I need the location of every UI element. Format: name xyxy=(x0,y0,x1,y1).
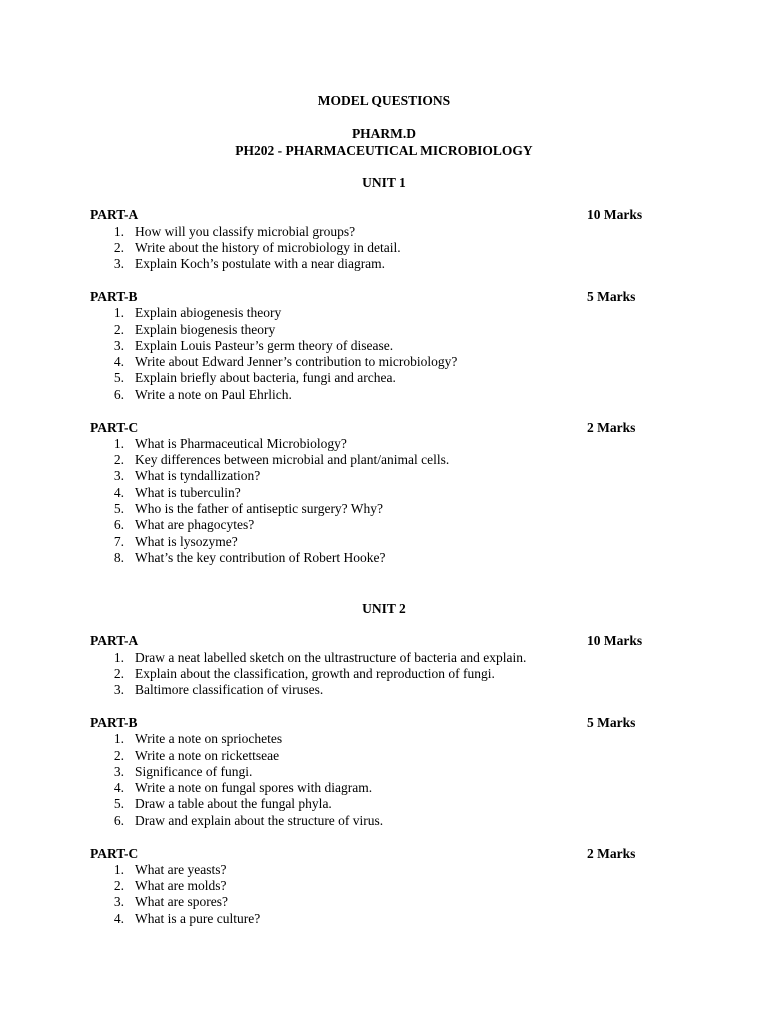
question-item xyxy=(90,534,650,550)
part-title: PART-C xyxy=(90,845,139,861)
part-title: PART-C xyxy=(90,419,139,435)
part-section xyxy=(90,420,650,567)
question-text: What are molds? xyxy=(135,878,227,894)
question-item xyxy=(90,813,650,829)
part-header xyxy=(90,715,650,731)
question-text: What are yeasts? xyxy=(135,861,227,877)
question-number: 1. xyxy=(113,731,124,747)
question-item xyxy=(90,370,650,386)
question-list xyxy=(90,862,650,927)
part-marks: 2 Marks xyxy=(587,419,636,435)
question-number: 3. xyxy=(113,256,124,272)
question-number: 4. xyxy=(113,910,124,926)
unit-title: UNIT 2 xyxy=(362,601,406,616)
question-list xyxy=(90,305,650,403)
question-item xyxy=(90,878,650,894)
question-text: Draw a neat labelled sketch on the ultrastructure of bacteria and explain. xyxy=(135,649,527,665)
question-number: 6. xyxy=(113,517,124,533)
question-item xyxy=(90,796,650,812)
course-title: PH202 - PHARMACEUTICAL MICROBIOLOGY xyxy=(235,143,533,158)
question-number: 3. xyxy=(113,337,124,353)
question-item xyxy=(90,517,650,533)
question-item xyxy=(90,862,650,878)
question-number: 1. xyxy=(113,223,124,239)
part-header xyxy=(90,289,650,305)
question-number: 2. xyxy=(113,665,124,681)
part-header xyxy=(90,846,650,862)
part-section xyxy=(90,207,650,272)
question-text: Write about the history of microbiology in detail. xyxy=(135,239,401,255)
question-number: 6. xyxy=(113,386,124,402)
question-item xyxy=(90,468,650,484)
question-item xyxy=(90,550,650,566)
question-item xyxy=(90,305,650,321)
question-list xyxy=(90,224,650,273)
question-number: 4. xyxy=(113,780,124,796)
question-number: 5. xyxy=(113,370,124,386)
question-text: Draw a table about the fungal phyla. xyxy=(135,796,332,812)
question-text: Explain Koch’s postulate with a near diagram. xyxy=(135,256,386,272)
question-item xyxy=(90,764,650,780)
part-marks: 2 Marks xyxy=(587,845,636,861)
question-text: Write about Edward Jenner’s contribution to microbiology? xyxy=(135,354,458,370)
question-item xyxy=(90,894,650,910)
question-text: What is a pure culture? xyxy=(135,910,261,926)
question-text: What is Pharmaceutical Microbiology? xyxy=(135,435,347,451)
question-text: Baltimore classification of viruses. xyxy=(135,682,324,698)
question-number: 2. xyxy=(113,747,124,763)
question-number: 1. xyxy=(113,305,124,321)
question-item xyxy=(90,666,650,682)
part-marks: 5 Marks xyxy=(587,714,636,730)
question-list xyxy=(90,436,650,566)
question-number: 8. xyxy=(113,549,124,565)
question-text: Draw and explain about the structure of virus. xyxy=(135,812,384,828)
question-item xyxy=(90,436,650,452)
question-text: Explain Louis Pasteur’s germ theory of disease. xyxy=(135,337,394,353)
question-list xyxy=(90,650,650,699)
question-text: Write a note on fungal spores with diagram. xyxy=(135,780,373,796)
part-section xyxy=(90,289,650,403)
question-text: Key differences between microbial and plant/animal cells. xyxy=(135,452,450,468)
question-list xyxy=(90,731,650,829)
question-text: Write a note on rickettseae xyxy=(135,747,280,763)
question-number: 3. xyxy=(113,682,124,698)
question-text: Explain about the classification, growth and reproduction of fungi. xyxy=(135,665,495,681)
question-text: Who is the father of antiseptic surgery? Why? xyxy=(135,501,384,517)
part-header xyxy=(90,633,650,649)
question-number: 1. xyxy=(113,435,124,451)
program-name: PHARM.D xyxy=(351,126,417,141)
unit-2-section xyxy=(0,601,768,927)
part-section xyxy=(90,715,650,829)
question-number: 2. xyxy=(113,878,124,894)
question-number: 4. xyxy=(113,484,124,500)
question-text: What is tuberculin? xyxy=(135,484,241,500)
question-number: 3. xyxy=(113,894,124,910)
unit-1-section xyxy=(0,175,768,566)
question-item xyxy=(90,485,650,501)
question-item xyxy=(90,387,650,403)
question-text: Explain abiogenesis theory xyxy=(135,305,282,321)
question-item xyxy=(90,731,650,747)
question-item xyxy=(90,354,650,370)
question-item xyxy=(90,911,650,927)
question-item xyxy=(90,650,650,666)
part-section xyxy=(90,846,650,927)
part-marks: 10 Marks xyxy=(587,633,643,649)
question-item xyxy=(90,780,650,796)
question-text: Significance of fungi. xyxy=(135,763,253,779)
question-text: Write a note on spriochetes xyxy=(135,731,283,747)
unit-title: UNIT 1 xyxy=(362,175,406,190)
part-header xyxy=(90,207,650,223)
question-number: 4. xyxy=(113,354,124,370)
question-item xyxy=(90,322,650,338)
question-item xyxy=(90,338,650,354)
question-number: 1. xyxy=(113,861,124,877)
question-text: Explain briefly about bacteria, fungi and archea. xyxy=(135,370,396,386)
part-title: PART-A xyxy=(90,633,139,649)
part-title: PART-B xyxy=(90,714,138,730)
question-item xyxy=(90,501,650,517)
question-number: 5. xyxy=(113,501,124,517)
question-text: Write a note on Paul Ehrlich. xyxy=(135,386,292,402)
question-number: 3. xyxy=(113,468,124,484)
part-header xyxy=(90,420,650,436)
question-number: 2. xyxy=(113,452,124,468)
question-number: 3. xyxy=(113,763,124,779)
part-marks: 5 Marks xyxy=(587,288,636,304)
part-marks: 10 Marks xyxy=(587,207,643,223)
document-heading: MODEL QUESTIONS xyxy=(317,93,451,108)
part-title: PART-A xyxy=(90,207,139,223)
question-number: 7. xyxy=(113,533,124,549)
question-item xyxy=(90,748,650,764)
question-number: 2. xyxy=(113,239,124,255)
question-item xyxy=(90,240,650,256)
question-item xyxy=(90,452,650,468)
question-text: How will you classify microbial groups? xyxy=(135,223,356,239)
question-text: What is tyndallization? xyxy=(135,468,261,484)
question-number: 1. xyxy=(113,649,124,665)
question-text: What’s the key contribution of Robert Hooke? xyxy=(135,549,386,565)
question-item xyxy=(90,682,650,698)
part-title: PART-B xyxy=(90,288,138,304)
question-number: 2. xyxy=(113,321,124,337)
question-item xyxy=(90,224,650,240)
question-number: 6. xyxy=(113,812,124,828)
question-item xyxy=(90,256,650,272)
question-text: What is lysozyme? xyxy=(135,533,238,549)
part-section xyxy=(90,633,650,698)
question-text: What are phagocytes? xyxy=(135,517,255,533)
question-text: What are spores? xyxy=(135,894,228,910)
question-text: Explain biogenesis theory xyxy=(135,321,276,337)
question-number: 5. xyxy=(113,796,124,812)
